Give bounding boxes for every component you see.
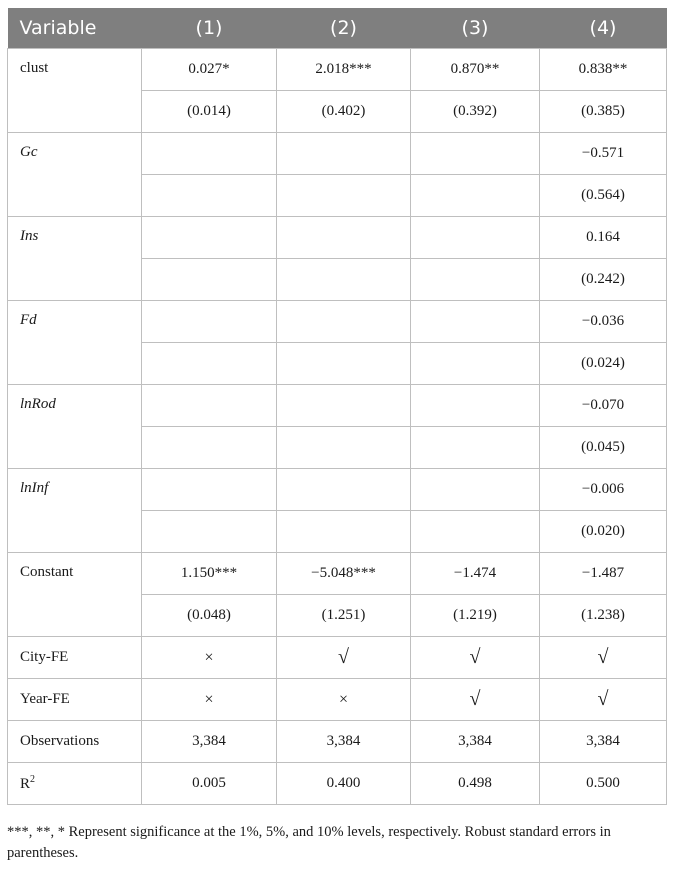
cell-clust-se-2: (0.402)	[277, 91, 411, 133]
cell-clust-se-1: (0.014)	[142, 91, 277, 133]
r2-label-base: R	[20, 776, 31, 792]
cell-observations-2: 3,384	[277, 721, 411, 763]
cell-constant-coef-3: −1.474	[411, 553, 540, 595]
cell-gc-se-4: (0.564)	[540, 175, 667, 217]
cell-lninf-coef-3	[411, 469, 540, 511]
cell-year-fe-4: √	[540, 679, 667, 721]
cell-year-fe-2: ×	[277, 679, 411, 721]
cell-clust-se-4: (0.385)	[540, 91, 667, 133]
cell-clust-se-3: (0.392)	[411, 91, 540, 133]
regression-table-container	[7, 8, 666, 805]
row-label-r2	[8, 763, 142, 805]
row-label-lninf: lnInf	[8, 469, 142, 553]
cell-fd-se-3	[411, 343, 540, 385]
row-label-city-fe: City-FE	[8, 637, 142, 679]
cell-lnrod-coef-4: −0.070	[540, 385, 667, 427]
cell-ins-coef-2	[277, 217, 411, 259]
row-label-constant: Constant	[8, 553, 142, 637]
table-footnote: ***, **, * Represent significance at the 1%, 5%, and 10% levels, respectively. Robust standard errors in parentheses.	[7, 824, 611, 861]
table-row-constant-coef	[8, 553, 667, 595]
table-row-year-fe	[8, 679, 667, 721]
cell-constant-se-1: (0.048)	[142, 595, 277, 637]
cell-gc-coef-1	[142, 133, 277, 175]
cell-lnrod-se-4: (0.045)	[540, 427, 667, 469]
cell-constant-coef-4: −1.487	[540, 553, 667, 595]
table-row-city-fe	[8, 637, 667, 679]
row-label-fd: Fd	[8, 301, 142, 385]
row-label-clust: clust	[8, 49, 142, 133]
cell-gc-se-3	[411, 175, 540, 217]
row-label-ins: Ins	[8, 217, 142, 301]
cell-constant-coef-1: 1.150***	[142, 553, 277, 595]
cell-gc-coef-4: −0.571	[540, 133, 667, 175]
header-model-4: (4)	[540, 8, 667, 49]
table-row-clust-coef	[8, 49, 667, 91]
regression-table	[7, 8, 667, 805]
cell-clust-coef-3: 0.870**	[411, 49, 540, 91]
row-label-year-fe: Year-FE	[8, 679, 142, 721]
cell-r2-4: 0.500	[540, 763, 667, 805]
table-row-fd-coef	[8, 301, 667, 343]
cell-lnrod-coef-3	[411, 385, 540, 427]
cell-city-fe-2: √	[277, 637, 411, 679]
cell-ins-coef-4: 0.164	[540, 217, 667, 259]
r2-label-sup: 2	[30, 774, 36, 785]
cell-lnrod-coef-2	[277, 385, 411, 427]
cell-ins-se-2	[277, 259, 411, 301]
table-row-lnrod-coef	[8, 385, 667, 427]
row-label-gc: Gc	[8, 133, 142, 217]
cell-observations-4: 3,384	[540, 721, 667, 763]
row-label-observations: Observations	[8, 721, 142, 763]
cell-ins-se-1	[142, 259, 277, 301]
cell-ins-coef-1	[142, 217, 277, 259]
cell-lnrod-coef-1	[142, 385, 277, 427]
cell-fd-se-2	[277, 343, 411, 385]
cell-lninf-se-2	[277, 511, 411, 553]
cell-city-fe-4: √	[540, 637, 667, 679]
cell-year-fe-3: √	[411, 679, 540, 721]
cell-observations-3: 3,384	[411, 721, 540, 763]
table-row-observations	[8, 721, 667, 763]
cell-ins-se-4: (0.242)	[540, 259, 667, 301]
cell-lnrod-se-2	[277, 427, 411, 469]
cell-fd-coef-2	[277, 301, 411, 343]
header-model-1: (1)	[142, 8, 277, 49]
cell-gc-coef-2	[277, 133, 411, 175]
cell-ins-se-3	[411, 259, 540, 301]
cell-fd-coef-3	[411, 301, 540, 343]
row-label-lnrod: lnRod	[8, 385, 142, 469]
header-variable: Variable	[8, 8, 142, 49]
header-row	[8, 8, 667, 49]
table-row-lninf-coef	[8, 469, 667, 511]
cell-city-fe-3: √	[411, 637, 540, 679]
cell-gc-se-2	[277, 175, 411, 217]
cell-clust-coef-1: 0.027*	[142, 49, 277, 91]
cell-lnrod-se-3	[411, 427, 540, 469]
cell-constant-se-3: (1.219)	[411, 595, 540, 637]
cell-observations-1: 3,384	[142, 721, 277, 763]
cell-lninf-se-3	[411, 511, 540, 553]
table-row-r2	[8, 763, 667, 805]
cell-clust-coef-2: 2.018***	[277, 49, 411, 91]
table-row-ins-coef	[8, 217, 667, 259]
cell-gc-coef-3	[411, 133, 540, 175]
cell-lninf-coef-2	[277, 469, 411, 511]
cell-fd-se-4: (0.024)	[540, 343, 667, 385]
cell-constant-se-2: (1.251)	[277, 595, 411, 637]
cell-year-fe-1: ×	[142, 679, 277, 721]
table-row-gc-coef	[8, 133, 667, 175]
header-model-2: (2)	[277, 8, 411, 49]
cell-lnrod-se-1	[142, 427, 277, 469]
cell-lninf-se-4: (0.020)	[540, 511, 667, 553]
cell-fd-se-1	[142, 343, 277, 385]
cell-constant-coef-2: −5.048***	[277, 553, 411, 595]
cell-ins-coef-3	[411, 217, 540, 259]
cell-lninf-se-1	[142, 511, 277, 553]
cell-fd-coef-4: −0.036	[540, 301, 667, 343]
cell-city-fe-1: ×	[142, 637, 277, 679]
cell-clust-coef-4: 0.838**	[540, 49, 667, 91]
cell-r2-3: 0.498	[411, 763, 540, 805]
cell-r2-2: 0.400	[277, 763, 411, 805]
cell-lninf-coef-4: −0.006	[540, 469, 667, 511]
header-model-3: (3)	[411, 8, 540, 49]
cell-constant-se-4: (1.238)	[540, 595, 667, 637]
cell-fd-coef-1	[142, 301, 277, 343]
cell-r2-1: 0.005	[142, 763, 277, 805]
cell-gc-se-1	[142, 175, 277, 217]
cell-lninf-coef-1	[142, 469, 277, 511]
